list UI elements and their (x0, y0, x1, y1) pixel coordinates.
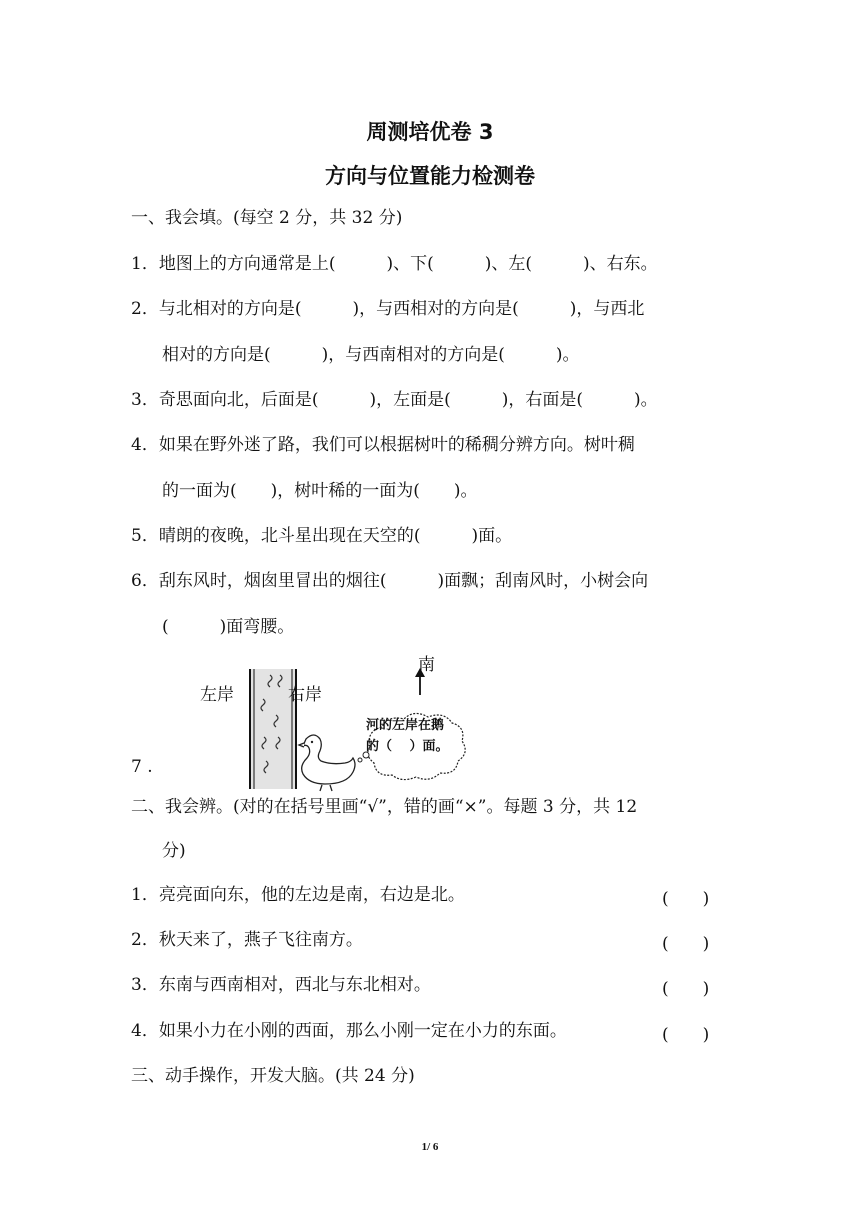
question-4-line-2: 的一面为( )，树叶稀的一面为( )。 (162, 481, 478, 501)
river-illustration (200, 665, 500, 793)
bubble-text-line-2: 的（ ）面。 (366, 739, 449, 754)
answer-parens-2[interactable]: ( ) (662, 934, 710, 954)
right-bank-label: 右岸 (288, 685, 322, 705)
bubble-text-line-1: 河的左岸在鹅 (366, 718, 445, 733)
page-number: 1/ 6 (421, 1141, 439, 1153)
judge-item-1: 1．亮亮面向东，他的左边是南，右边是北。 (131, 885, 465, 905)
section-1-heading: 一、我会填。(每空 2 分，共 32 分) (131, 208, 403, 228)
question-2-line-2: 相对的方向是( )，与西南相对的方向是( )。 (162, 345, 580, 365)
question-6-line-1: 6．刮东风时，烟囱里冒出的烟往( )面飘；刮南风时，小树会向 (131, 571, 649, 591)
question-5: 5．晴朗的夜晚，北斗星出现在天空的( )面。 (131, 526, 513, 546)
answer-parens-3[interactable]: ( ) (662, 979, 710, 999)
question-1: 1．地图上的方向通常是上( )、下( )、左( )、右东。 (131, 254, 658, 274)
judge-item-3: 3．东南与西南相对，西北与东北相对。 (131, 975, 431, 995)
question-7-number: 7 . (131, 757, 153, 777)
question-3: 3．奇思面向北，后面是( )，左面是( )，右面是( )。 (131, 390, 658, 410)
judge-item-2: 2．秋天来了，燕子飞往南方。 (131, 930, 363, 950)
answer-parens-1[interactable]: ( ) (662, 889, 710, 909)
section-2-heading-line-1: 二、我会辨。(对的在括号里画“√”，错的画“×”。每题 3 分，共 12 (131, 797, 638, 817)
section-2-heading-line-2: 分) (162, 841, 186, 861)
question-2-line-1: 2．与北相对的方向是( )，与西相对的方向是( )，与西北 (131, 299, 645, 319)
page-title: 周测培优卷 3 (366, 120, 494, 144)
arrow-direction-label: 南 (418, 655, 435, 675)
question-4-line-1: 4．如果在野外迷了路，我们可以根据树叶的稀稠分辨方向。树叶稠 (131, 435, 635, 455)
answer-parens-4[interactable]: ( ) (662, 1025, 710, 1045)
page-subtitle: 方向与位置能力检测卷 (325, 164, 535, 188)
question-6-line-2: ( )面弯腰。 (162, 617, 295, 637)
judge-item-4: 4．如果小力在小刚的西面，那么小刚一定在小力的东面。 (131, 1021, 567, 1041)
river-figure (190, 646, 490, 774)
left-bank-label: 左岸 (200, 685, 234, 705)
section-3-heading: 三、动手操作，开发大脑。(共 24 分) (131, 1066, 415, 1086)
